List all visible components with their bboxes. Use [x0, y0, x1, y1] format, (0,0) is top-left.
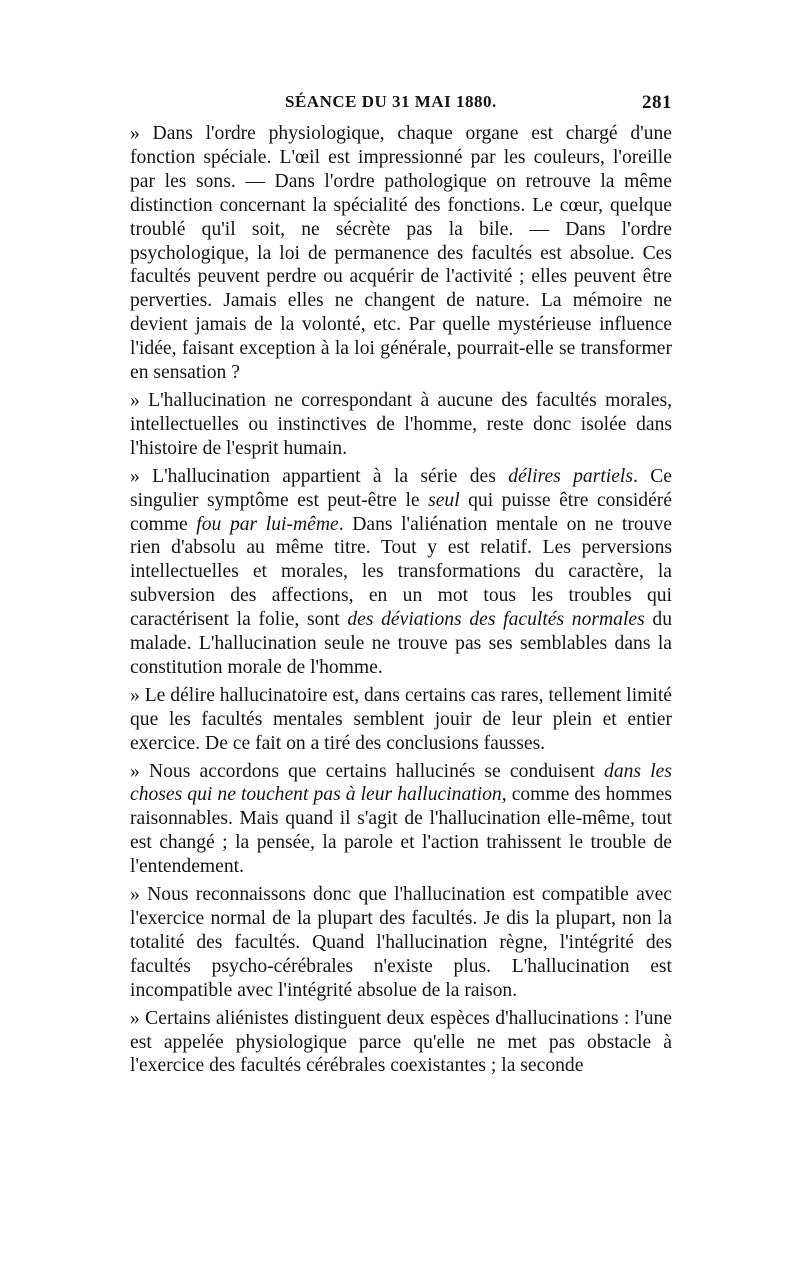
italic-phrase: seul: [428, 489, 460, 511]
running-head: [130, 92, 672, 122]
italic-phrase: dans les choses qui ne touchent pas à leur hallucination: [130, 760, 672, 806]
running-title: SÉANCE DU 31 MAI 1880.: [285, 92, 497, 111]
italic-phrase: des déviations des facultés normales: [347, 609, 645, 631]
paragraph: » Dans l'ordre physiologique, chaque organe est chargé d'une fonction spéciale. L'œil est impressionné par les couleurs, l'oreille par les sons. — Dans l'ordre pathologique on retrouve la même distinction concernant la spécialité des fonctions. Le cœur, quelque troublé qu'il soit, ne sécrète pas la bile. — Dans l'ordre psychologique, la loi de permanence des facultés est absolue. Ces facultés peuvent perdre ou acquérir de l'activité ; elles peuvent être perverties. Jamais elles ne changent de nature. La mémoire ne devient jamais de la volonté, etc. Par quelle mystérieuse influence l'idée, faisant exception à la loi générale, pourrait-elle se transformer en sensation ?: [130, 123, 672, 384]
italic-phrase: délires partiels: [508, 465, 633, 487]
paragraph: » Nous accordons que certains hallucinés se conduisent dans les choses qui ne touchent pas à leur hallucination, comme des hommes raisonnables. Mais quand il s'agit de l'hallucination elle-même, tout est changé ; la pensée, la parole et l'action trahissent le trouble de l'entendement.: [130, 760, 672, 878]
paragraph: » Le délire hallucinatoire est, dans certains cas rares, tellement limité que les facultés mentales semblent jouir de leur plein et entier exercice. De ce fait on a tiré des conclusions fausses.: [130, 684, 672, 754]
paragraph: » L'hallucination appartient à la série des délires partiels. Ce singulier symptôme est peut-être le seul qui puisse être considéré comme fou par lui-même. Dans l'aliénation mentale on ne trouve rien d'absolu au même titre. Tout y est relatif. Les perversions intellectuelles et morales, les transformations du caractère, la subversion des affections, en un mot tous les troubles qui caractérisent la folie, sont des déviations des facultés normales du malade. L'hallucination seule ne trouve pas ses semblables dans la constitution morale de l'homme.: [130, 465, 672, 678]
book-page: [130, 92, 672, 1082]
paragraph: » Certains aliénistes distinguent deux espèces d'hallucinations : l'une est appelée physiologique parce qu'elle ne met pas obstacle à l'exercice des facultés cérébrales coexistantes ; la seconde: [130, 1007, 672, 1077]
paragraph: » Nous reconnaissons donc que l'hallucination est compatible avec l'exercice normal de la plupart des facultés. Je dis la plupart, non la totalité des facultés. Quand l'hallucination règne, l'intégrité des facultés psycho-cérébrales n'existe plus. L'hallucination est incompatible avec l'intégrité absolue de la raison.: [130, 884, 672, 1001]
body-text: [130, 122, 672, 1078]
italic-phrase: fou par lui-même: [196, 513, 339, 535]
page-number: 281: [642, 92, 672, 113]
paragraph: » L'hallucination ne correspondant à aucune des facultés morales, intellectuelles ou instinctives de l'homme, reste donc isolée dans l'histoire de l'esprit humain.: [130, 389, 672, 459]
